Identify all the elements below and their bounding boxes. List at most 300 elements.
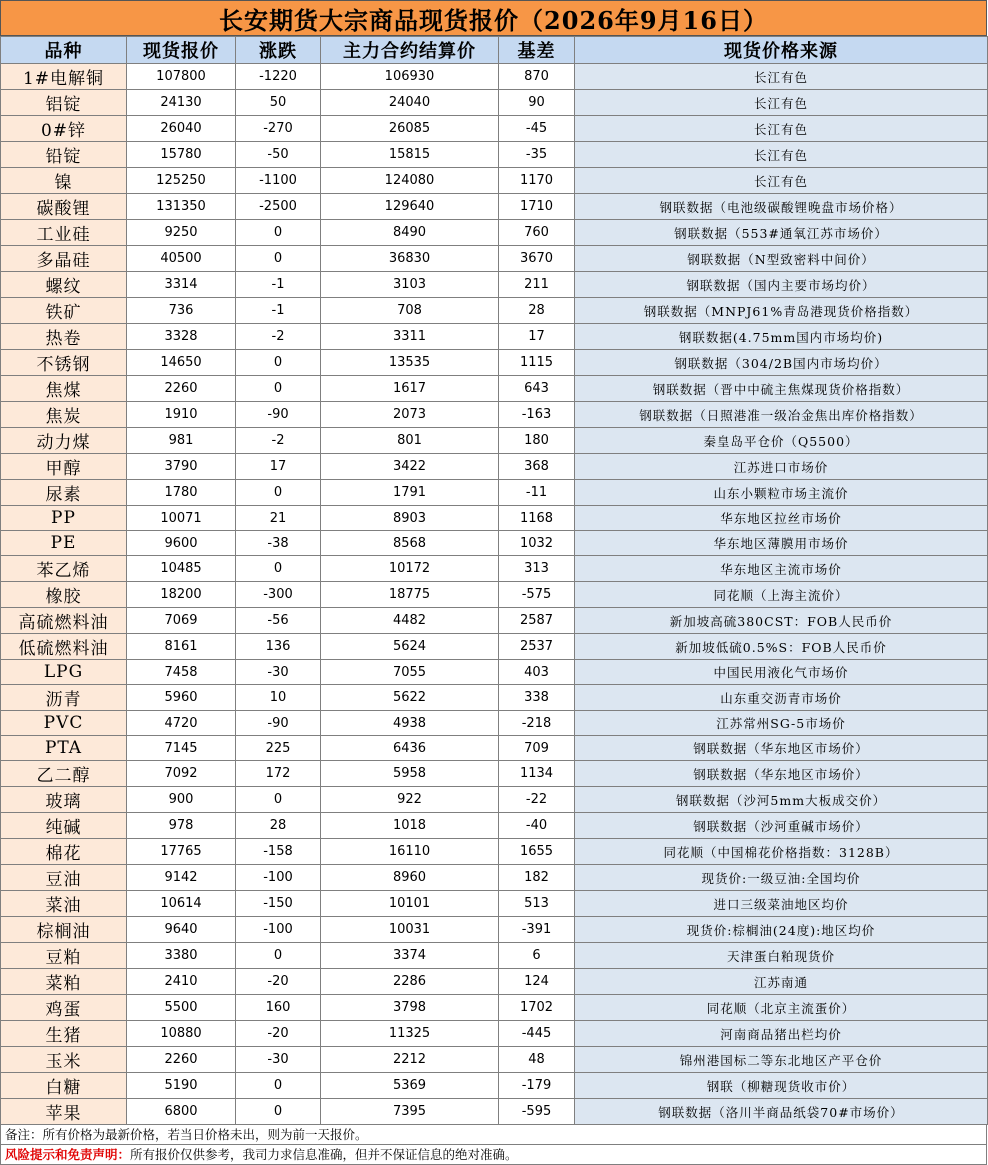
cell-spot: 10880 [127,1021,236,1047]
table-row [1,531,988,556]
cell-change: 0 [236,376,321,402]
cell-spot: 2260 [127,376,236,402]
cell-name: 铝锭 [1,90,127,116]
cell-source: 新加坡低硫0.5%S：FOB人民币价 [575,634,988,660]
cell-basis: -595 [499,1099,575,1125]
cell-basis: 6 [499,943,575,969]
cell-settle: 26085 [321,116,499,142]
cell-settle: 8490 [321,220,499,246]
cell-source: 现货价:一级豆油:全国均价 [575,865,988,891]
cell-change: -1100 [236,168,321,194]
cell-change: -2 [236,428,321,454]
cell-settle: 708 [321,298,499,324]
cell-settle: 3103 [321,272,499,298]
table-row [1,1047,988,1073]
cell-source: 江苏南通 [575,969,988,995]
cell-source: 钢联数据（沙河5mm大板成交价） [575,787,988,813]
cell-change: 0 [236,350,321,376]
cell-settle: 7395 [321,1099,499,1125]
cell-name: 0#锌 [1,116,127,142]
cell-change: -20 [236,969,321,995]
cell-name: 铁矿 [1,298,127,324]
table-row [1,891,988,917]
risk-disclaimer [0,1145,987,1165]
cell-basis: -45 [499,116,575,142]
table-row [1,865,988,891]
cell-change: -20 [236,1021,321,1047]
cell-settle: 5622 [321,685,499,711]
cell-change: -2 [236,324,321,350]
cell-basis: 1710 [499,194,575,220]
table-row [1,324,988,350]
cell-spot: 17765 [127,839,236,865]
cell-spot: 40500 [127,246,236,272]
cell-spot: 7069 [127,608,236,634]
table-row [1,761,988,787]
cell-basis: 368 [499,454,575,480]
cell-settle: 8960 [321,865,499,891]
risk-text: 所有报价仅供参考，我司力求信息准确，但并不保证信息的绝对准确。 [130,1147,518,1162]
cell-change: -30 [236,1047,321,1073]
cell-change: -100 [236,917,321,943]
cell-spot: 15780 [127,142,236,168]
cell-basis: 643 [499,376,575,402]
cell-change: 160 [236,995,321,1021]
cell-name: 铅锭 [1,142,127,168]
cell-basis: 2587 [499,608,575,634]
cell-change: -100 [236,865,321,891]
cell-spot: 24130 [127,90,236,116]
cell-name: 多晶硅 [1,246,127,272]
cell-source: 钢联数据（N型致密料中间价） [575,246,988,272]
cell-source: 山东小颗粒市场主流价 [575,480,988,506]
cell-spot: 14650 [127,350,236,376]
table-row [1,272,988,298]
cell-spot: 107800 [127,64,236,90]
cell-source: 秦皇岛平仓价（Q5500） [575,428,988,454]
cell-source: 钢联数据（电池级碳酸锂晚盘市场价格） [575,194,988,220]
cell-basis: 180 [499,428,575,454]
cell-settle: 4938 [321,711,499,736]
cell-source: 华东地区薄膜用市场价 [575,531,988,556]
cell-basis: 182 [499,865,575,891]
cell-name: 豆油 [1,865,127,891]
cell-source: 华东地区拉丝市场价 [575,506,988,531]
cell-basis: 1702 [499,995,575,1021]
cell-change: 136 [236,634,321,660]
cell-name: 不锈钢 [1,350,127,376]
cell-name: 豆粕 [1,943,127,969]
risk-label: 风险提示和免责声明： [5,1147,131,1162]
cell-source: 钢联数据（华东地区市场价） [575,761,988,787]
cell-settle: 7055 [321,660,499,685]
cell-settle: 129640 [321,194,499,220]
cell-source: 钢联数据（553#通氧江苏市场价） [575,220,988,246]
cell-settle: 106930 [321,64,499,90]
sheet-title: 长安期货大宗商品现货报价（2026年9月16日） [0,0,987,36]
cell-settle: 24040 [321,90,499,116]
cell-basis: 403 [499,660,575,685]
cell-change: 0 [236,556,321,582]
cell-name: 镍 [1,168,127,194]
cell-change: 28 [236,813,321,839]
cell-spot: 6800 [127,1099,236,1125]
cell-name: 尿素 [1,480,127,506]
cell-name: 玉米 [1,1047,127,1073]
cell-spot: 9142 [127,865,236,891]
cell-basis: 313 [499,556,575,582]
cell-spot: 5500 [127,995,236,1021]
cell-source: 同花顺（中国棉花价格指数：3128B） [575,839,988,865]
table-row [1,917,988,943]
table-row [1,376,988,402]
cell-settle: 10031 [321,917,499,943]
cell-change: -1 [236,298,321,324]
cell-settle: 1791 [321,480,499,506]
cell-source: 中国民用液化气市场价 [575,660,988,685]
cell-basis: -22 [499,787,575,813]
table-row [1,634,988,660]
col-header-spot: 现货报价 [127,37,236,64]
cell-spot: 10485 [127,556,236,582]
cell-basis: 17 [499,324,575,350]
cell-settle: 4482 [321,608,499,634]
table-row [1,660,988,685]
cell-name: 低硫燃料油 [1,634,127,660]
col-header-change: 涨跌 [236,37,321,64]
cell-basis: -218 [499,711,575,736]
cell-spot: 125250 [127,168,236,194]
cell-spot: 981 [127,428,236,454]
cell-name: 工业硅 [1,220,127,246]
cell-name: 纯碱 [1,813,127,839]
cell-basis: 709 [499,736,575,761]
cell-basis: 2537 [499,634,575,660]
cell-settle: 2212 [321,1047,499,1073]
cell-name: 焦炭 [1,402,127,428]
cell-change: 172 [236,761,321,787]
col-header-basis: 基差 [499,37,575,64]
cell-settle: 15815 [321,142,499,168]
cell-name: 棕榈油 [1,917,127,943]
table-row [1,582,988,608]
cell-name: PP [1,506,127,531]
cell-name: 动力煤 [1,428,127,454]
table-header-row [1,37,988,64]
cell-settle: 8568 [321,531,499,556]
cell-change: -1 [236,272,321,298]
cell-spot: 3314 [127,272,236,298]
cell-name: 苯乙烯 [1,556,127,582]
table-row [1,1073,988,1099]
cell-settle: 3374 [321,943,499,969]
cell-source: 江苏常州SG-5市场价 [575,711,988,736]
table-row [1,142,988,168]
cell-basis: 1032 [499,531,575,556]
cell-change: 0 [236,220,321,246]
cell-name: 碳酸锂 [1,194,127,220]
table-row [1,943,988,969]
price-table [0,36,988,1125]
cell-settle: 5624 [321,634,499,660]
table-row [1,995,988,1021]
cell-change: -300 [236,582,321,608]
cell-change: -38 [236,531,321,556]
cell-settle: 801 [321,428,499,454]
cell-settle: 3422 [321,454,499,480]
cell-spot: 9600 [127,531,236,556]
cell-settle: 1018 [321,813,499,839]
cell-source: 钢联数据（国内主要市场均价） [575,272,988,298]
cell-name: 沥青 [1,685,127,711]
cell-basis: 513 [499,891,575,917]
table-row [1,246,988,272]
cell-source: 钢联数据（洛川半商品纸袋70#市场价） [575,1099,988,1125]
cell-change: -1220 [236,64,321,90]
cell-name: PE [1,531,127,556]
footnote: 备注：所有价格为最新价格，若当日价格未出，则为前一天报价。 [0,1125,987,1145]
cell-source: 钢联数据（晋中中硫主焦煤现货价格指数） [575,376,988,402]
cell-settle: 2073 [321,402,499,428]
cell-spot: 26040 [127,116,236,142]
table-row [1,556,988,582]
cell-spot: 1910 [127,402,236,428]
table-row [1,813,988,839]
cell-name: PTA [1,736,127,761]
cell-spot: 18200 [127,582,236,608]
cell-source: 长江有色 [575,142,988,168]
cell-basis: -575 [499,582,575,608]
table-row [1,428,988,454]
cell-change: -270 [236,116,321,142]
cell-spot: 9250 [127,220,236,246]
cell-change: -90 [236,402,321,428]
cell-settle: 3798 [321,995,499,1021]
table-row [1,1021,988,1047]
cell-name: 菜油 [1,891,127,917]
cell-basis: 28 [499,298,575,324]
cell-basis: -40 [499,813,575,839]
cell-settle: 1617 [321,376,499,402]
cell-settle: 13535 [321,350,499,376]
cell-change: 0 [236,1099,321,1125]
cell-settle: 5958 [321,761,499,787]
cell-spot: 3790 [127,454,236,480]
cell-source: 长江有色 [575,168,988,194]
cell-change: 0 [236,480,321,506]
cell-spot: 2260 [127,1047,236,1073]
cell-settle: 18775 [321,582,499,608]
cell-source: 长江有色 [575,116,988,142]
table-row [1,64,988,90]
cell-change: 0 [236,246,321,272]
cell-spot: 10071 [127,506,236,531]
cell-settle: 10172 [321,556,499,582]
cell-spot: 4720 [127,711,236,736]
cell-change: 21 [236,506,321,531]
cell-source: 河南商品猪出栏均价 [575,1021,988,1047]
cell-settle: 36830 [321,246,499,272]
cell-change: -150 [236,891,321,917]
cell-settle: 11325 [321,1021,499,1047]
cell-change: 0 [236,1073,321,1099]
cell-name: 乙二醇 [1,761,127,787]
cell-source: 锦州港国标二等东北地区产平仓价 [575,1047,988,1073]
cell-change: -50 [236,142,321,168]
cell-name: 玻璃 [1,787,127,813]
cell-spot: 7092 [127,761,236,787]
cell-change: 0 [236,787,321,813]
cell-source: 进口三级菜油地区均价 [575,891,988,917]
cell-basis: -445 [499,1021,575,1047]
cell-basis: 1168 [499,506,575,531]
table-body [1,64,988,1125]
table-row [1,116,988,142]
cell-change: -90 [236,711,321,736]
cell-basis: 870 [499,64,575,90]
cell-settle: 5369 [321,1073,499,1099]
cell-spot: 2410 [127,969,236,995]
cell-settle: 10101 [321,891,499,917]
cell-source: 天津蛋白粕现货价 [575,943,988,969]
cell-change: -56 [236,608,321,634]
cell-spot: 9640 [127,917,236,943]
cell-settle: 6436 [321,736,499,761]
cell-source: 钢联数据（华东地区市场价） [575,736,988,761]
cell-source: 钢联（柳糖现货收市价） [575,1073,988,1099]
cell-settle: 8903 [321,506,499,531]
cell-name: 螺纹 [1,272,127,298]
cell-settle: 3311 [321,324,499,350]
cell-basis: 90 [499,90,575,116]
cell-spot: 5190 [127,1073,236,1099]
cell-name: 苹果 [1,1099,127,1125]
cell-basis: -163 [499,402,575,428]
cell-name: 高硫燃料油 [1,608,127,634]
cell-basis: 338 [499,685,575,711]
cell-basis: 1655 [499,839,575,865]
cell-source: 钢联数据(4.75mm国内市场均价) [575,324,988,350]
table-row [1,194,988,220]
table-row [1,220,988,246]
cell-change: 50 [236,90,321,116]
cell-source: 钢联数据（沙河重碱市场价） [575,813,988,839]
cell-basis: 1170 [499,168,575,194]
cell-basis: 48 [499,1047,575,1073]
cell-name: 1#电解铜 [1,64,127,90]
cell-change: -158 [236,839,321,865]
table-row [1,787,988,813]
cell-source: 同花顺（上海主流价） [575,582,988,608]
table-row [1,711,988,736]
cell-basis: 760 [499,220,575,246]
table-row [1,1099,988,1125]
cell-change: 10 [236,685,321,711]
cell-spot: 3380 [127,943,236,969]
cell-change: 0 [236,943,321,969]
cell-spot: 1780 [127,480,236,506]
table-row [1,454,988,480]
cell-settle: 16110 [321,839,499,865]
table-row [1,839,988,865]
cell-change: -30 [236,660,321,685]
table-row [1,90,988,116]
cell-spot: 900 [127,787,236,813]
cell-name: 菜粕 [1,969,127,995]
cell-change: 17 [236,454,321,480]
cell-spot: 3328 [127,324,236,350]
cell-basis: 124 [499,969,575,995]
cell-source: 长江有色 [575,64,988,90]
cell-source: 现货价:棕榈油(24度):地区均价 [575,917,988,943]
cell-spot: 5960 [127,685,236,711]
cell-source: 钢联数据（日照港准一级冶金焦出库价格指数） [575,402,988,428]
table-row [1,168,988,194]
cell-name: 甲醇 [1,454,127,480]
cell-basis: -391 [499,917,575,943]
cell-name: 热卷 [1,324,127,350]
cell-name: 鸡蛋 [1,995,127,1021]
table-row [1,969,988,995]
cell-spot: 7458 [127,660,236,685]
cell-basis: -11 [499,480,575,506]
cell-basis: 211 [499,272,575,298]
cell-spot: 7145 [127,736,236,761]
cell-name: 焦煤 [1,376,127,402]
col-header-settle: 主力合约结算价 [321,37,499,64]
cell-source: 江苏进口市场价 [575,454,988,480]
cell-change: 225 [236,736,321,761]
table-row [1,506,988,531]
cell-name: 生猪 [1,1021,127,1047]
table-row [1,685,988,711]
cell-settle: 922 [321,787,499,813]
cell-source: 华东地区主流市场价 [575,556,988,582]
cell-source: 钢联数据（304/2B国内市场均价） [575,350,988,376]
cell-name: 棉花 [1,839,127,865]
cell-source: 同花顺（北京主流蛋价） [575,995,988,1021]
table-row [1,350,988,376]
cell-basis: 1115 [499,350,575,376]
table-row [1,298,988,324]
table-row [1,480,988,506]
cell-basis: 3670 [499,246,575,272]
cell-change: -2500 [236,194,321,220]
cell-source: 钢联数据（MNPJ61%青岛港现货价格指数） [575,298,988,324]
table-row [1,608,988,634]
col-header-name: 品种 [1,37,127,64]
cell-source: 新加坡高硫380CST：FOB人民币价 [575,608,988,634]
cell-name: 白糖 [1,1073,127,1099]
col-header-source: 现货价格来源 [575,37,988,64]
cell-settle: 124080 [321,168,499,194]
cell-spot: 8161 [127,634,236,660]
cell-source: 山东重交沥青市场价 [575,685,988,711]
cell-spot: 131350 [127,194,236,220]
cell-settle: 2286 [321,969,499,995]
cell-spot: 978 [127,813,236,839]
cell-spot: 736 [127,298,236,324]
cell-basis: -35 [499,142,575,168]
cell-basis: 1134 [499,761,575,787]
cell-name: LPG [1,660,127,685]
cell-source: 长江有色 [575,90,988,116]
cell-name: 橡胶 [1,582,127,608]
cell-spot: 10614 [127,891,236,917]
cell-name: PVC [1,711,127,736]
cell-basis: -179 [499,1073,575,1099]
table-row [1,736,988,761]
